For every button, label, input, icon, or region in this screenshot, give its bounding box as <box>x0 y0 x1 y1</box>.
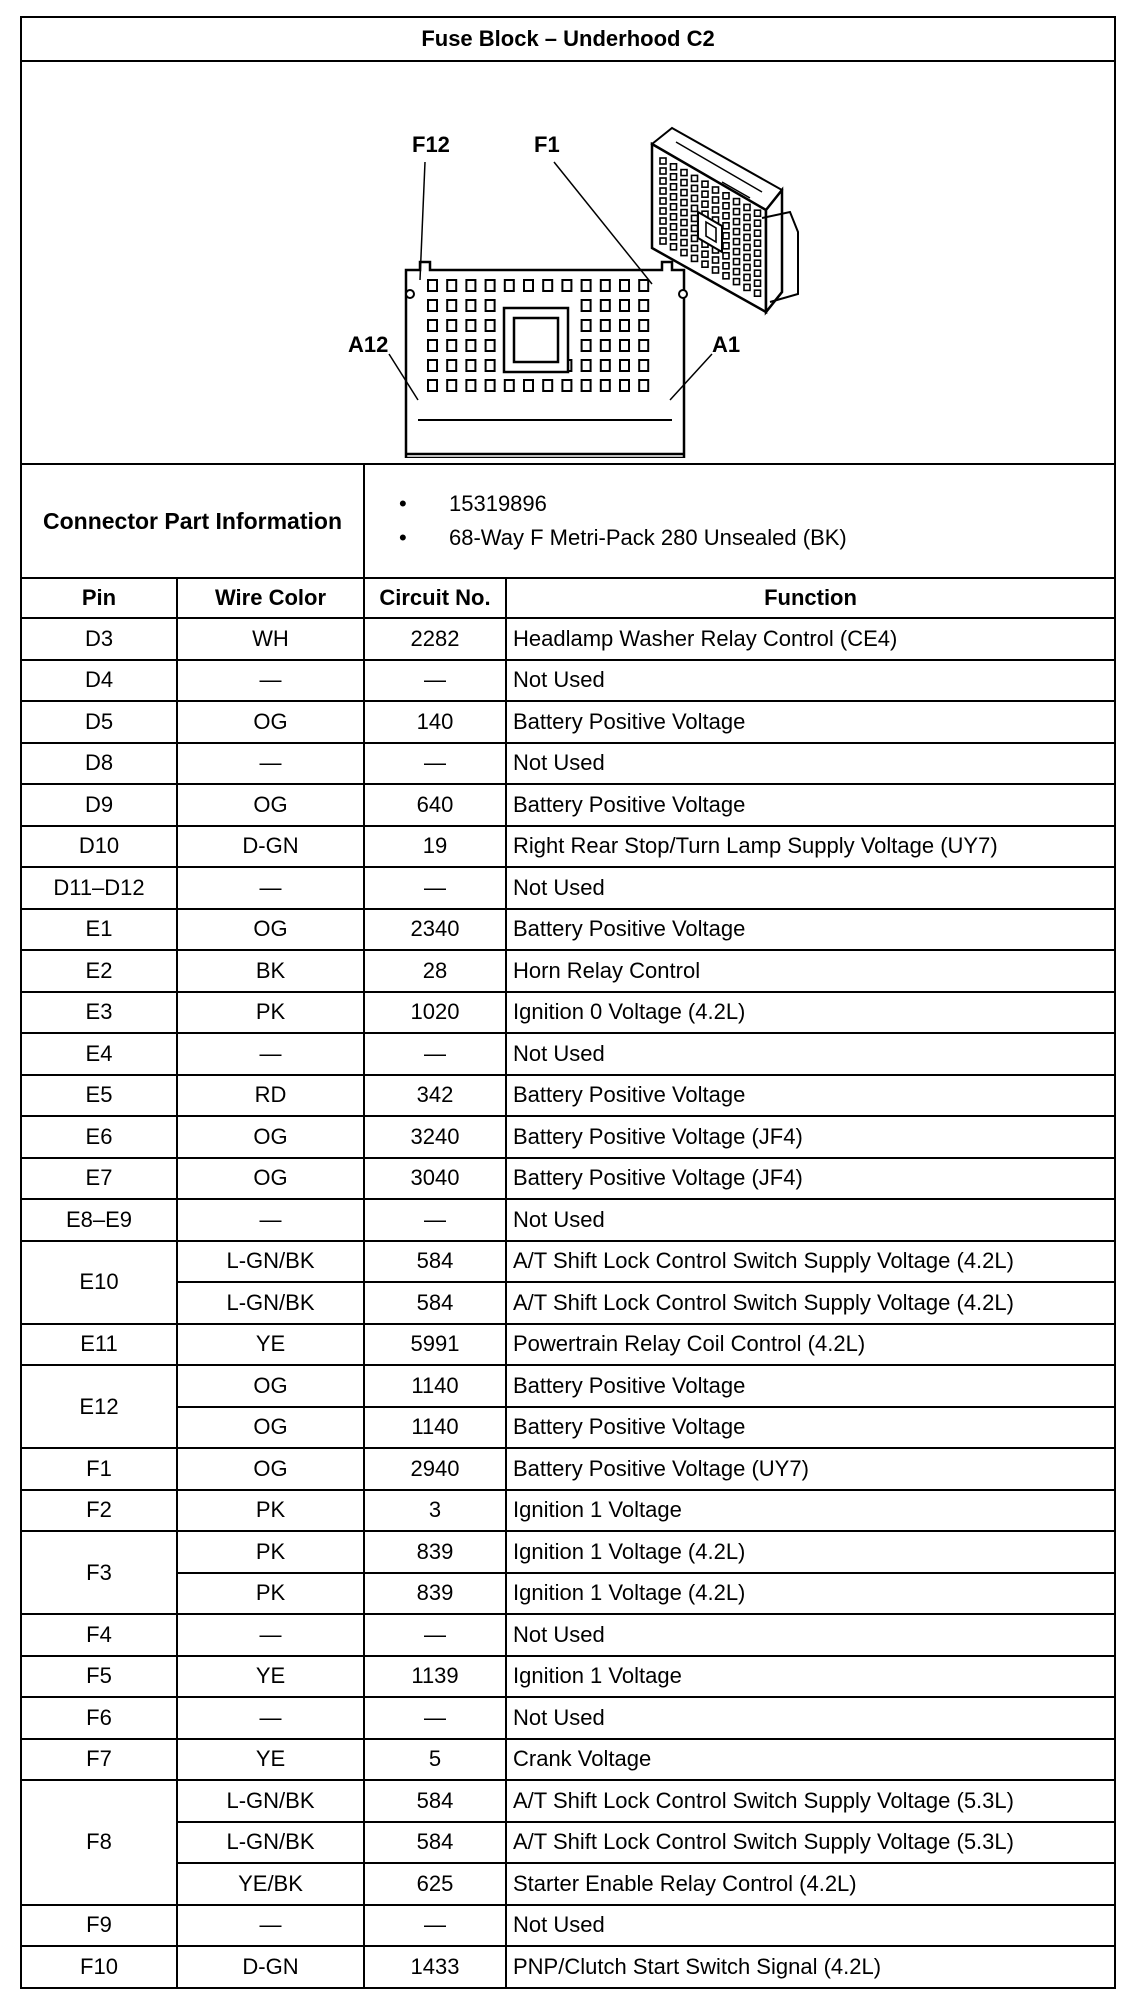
table-row <box>21 1697 1115 1739</box>
wire-color-cell: L-GN/BK <box>177 1822 364 1864</box>
header-function: Function <box>506 578 1115 618</box>
terminal-cavity <box>601 300 610 311</box>
function-cell: Not Used <box>506 1905 1115 1947</box>
terminal-cavity <box>447 380 456 391</box>
table-row <box>21 1282 1115 1324</box>
pin-cell: F3 <box>21 1531 177 1614</box>
terminal-cavity <box>639 380 648 391</box>
wire-color-cell: BK <box>177 950 364 992</box>
table-row <box>21 1905 1115 1947</box>
wire-color-cell: YE/BK <box>177 1863 364 1905</box>
wire-color-cell: OG <box>177 1448 364 1490</box>
terminal-cavity <box>428 340 437 351</box>
pin-cell: F2 <box>21 1490 177 1532</box>
terminal-cavity <box>601 340 610 351</box>
terminal-cavity <box>486 320 495 331</box>
terminal-cavity <box>620 340 629 351</box>
table-row <box>21 1573 1115 1615</box>
circuit-cell: 140 <box>364 701 506 743</box>
circuit-cell: 28 <box>364 950 506 992</box>
table-row <box>21 1531 1115 1573</box>
wire-color-cell: YE <box>177 1324 364 1366</box>
pin-cell: E11 <box>21 1324 177 1366</box>
circuit-cell: 584 <box>364 1282 506 1324</box>
wire-color-cell: — <box>177 1199 364 1241</box>
function-cell: Crank Voltage <box>506 1739 1115 1781</box>
circuit-cell: — <box>364 1905 506 1947</box>
terminal-cavity <box>601 360 610 371</box>
table-row <box>21 1614 1115 1656</box>
terminal-cavity <box>447 360 456 371</box>
terminal-cavity <box>582 340 591 351</box>
circuit-cell: — <box>364 1199 506 1241</box>
wire-color-cell: PK <box>177 1573 364 1615</box>
terminal-cavity <box>428 360 437 371</box>
pin-cell: F1 <box>21 1448 177 1490</box>
pin-cell: F8 <box>21 1780 177 1905</box>
pin-cell: F7 <box>21 1739 177 1781</box>
wire-color-cell: WH <box>177 618 364 660</box>
header-circuit: Circuit No. <box>364 578 506 618</box>
circuit-cell: 2940 <box>364 1448 506 1490</box>
connector-face-diagram <box>22 62 1112 458</box>
circuit-cell: 584 <box>364 1822 506 1864</box>
wire-color-cell: — <box>177 1905 364 1947</box>
wire-color-cell: OG <box>177 909 364 951</box>
pin-cell: D4 <box>21 660 177 702</box>
circuit-cell: — <box>364 1697 506 1739</box>
circuit-cell: — <box>364 1033 506 1075</box>
table-row <box>21 950 1115 992</box>
function-cell: Horn Relay Control <box>506 950 1115 992</box>
pin-cell: E4 <box>21 1033 177 1075</box>
circuit-cell: 584 <box>364 1780 506 1822</box>
connector-end-view-sheet <box>20 16 1114 1989</box>
table-row <box>21 1365 1115 1407</box>
function-cell: Headlamp Washer Relay Control (CE4) <box>506 618 1115 660</box>
pin-cell: F9 <box>21 1905 177 1947</box>
terminal-cavity <box>428 320 437 331</box>
function-cell: Ignition 1 Voltage (4.2L) <box>506 1573 1115 1615</box>
wire-color-cell: PK <box>177 992 364 1034</box>
terminal-cavity <box>620 360 629 371</box>
pin-cell: E6 <box>21 1116 177 1158</box>
function-cell: Battery Positive Voltage (JF4) <box>506 1116 1115 1158</box>
connector-description: • 68-Way F Metri-Pack 280 Unsealed (BK) <box>399 521 1114 555</box>
function-cell: Battery Positive Voltage (UY7) <box>506 1448 1115 1490</box>
table-title: Fuse Block – Underhood C2 <box>21 17 1115 61</box>
terminal-cavity <box>486 360 495 371</box>
circuit-cell: 839 <box>364 1531 506 1573</box>
header-wire-color: Wire Color <box>177 578 364 618</box>
circuit-cell: 1140 <box>364 1407 506 1449</box>
circuit-cell: 342 <box>364 1075 506 1117</box>
terminal-cavity <box>582 360 591 371</box>
wire-color-cell: OG <box>177 1158 364 1200</box>
terminal-cavity <box>524 280 533 291</box>
table-row <box>21 826 1115 868</box>
terminal-cavity <box>447 340 456 351</box>
circuit-cell: 1020 <box>364 992 506 1034</box>
terminal-cavity <box>543 380 552 391</box>
terminal-cavity <box>620 320 629 331</box>
connector-diagram-cell <box>21 61 1115 464</box>
terminal-cavity <box>428 300 437 311</box>
label-a12: A12 <box>348 332 389 357</box>
terminal-cavity <box>601 280 610 291</box>
wire-color-cell: L-GN/BK <box>177 1282 364 1324</box>
circuit-cell: 1140 <box>364 1365 506 1407</box>
function-cell: A/T Shift Lock Control Switch Supply Voltage (4.2L) <box>506 1241 1115 1283</box>
function-cell: Starter Enable Relay Control (4.2L) <box>506 1863 1115 1905</box>
wire-color-cell: D-GN <box>177 826 364 868</box>
terminal-cavity <box>582 280 591 291</box>
table-row <box>21 1739 1115 1781</box>
terminal-cavity <box>466 380 475 391</box>
table-row <box>21 1158 1115 1200</box>
terminal-cavity <box>486 380 495 391</box>
label-a1: A1 <box>712 332 741 357</box>
terminal-cavity <box>562 380 571 391</box>
table-row <box>21 660 1115 702</box>
circuit-cell: — <box>364 743 506 785</box>
pin-cell: D5 <box>21 701 177 743</box>
pin-cell: F4 <box>21 1614 177 1656</box>
function-cell: Not Used <box>506 1199 1115 1241</box>
table-row <box>21 909 1115 951</box>
wire-color-cell: RD <box>177 1075 364 1117</box>
function-cell: Battery Positive Voltage <box>506 784 1115 826</box>
pin-cell: E7 <box>21 1158 177 1200</box>
table-row <box>21 1324 1115 1366</box>
circuit-cell: — <box>364 1614 506 1656</box>
table-row <box>21 701 1115 743</box>
terminal-cavity <box>620 300 629 311</box>
wire-color-cell: OG <box>177 701 364 743</box>
terminal-cavity <box>601 320 610 331</box>
table-row <box>21 1075 1115 1117</box>
pin-cell: D9 <box>21 784 177 826</box>
circuit-cell: 5991 <box>364 1324 506 1366</box>
wire-color-cell: PK <box>177 1531 364 1573</box>
table-row <box>21 1822 1115 1864</box>
function-cell: Powertrain Relay Coil Control (4.2L) <box>506 1324 1115 1366</box>
pin-cell: E1 <box>21 909 177 951</box>
function-cell: PNP/Clutch Start Switch Signal (4.2L) <box>506 1946 1115 1988</box>
table-row <box>21 1033 1115 1075</box>
table-row <box>21 1780 1115 1822</box>
function-cell: A/T Shift Lock Control Switch Supply Voltage (4.2L) <box>506 1282 1115 1324</box>
wire-color-cell: PK <box>177 1490 364 1532</box>
table-row <box>21 784 1115 826</box>
pin-cell: E12 <box>21 1365 177 1448</box>
terminal-cavity <box>582 380 591 391</box>
pin-cell: D11–D12 <box>21 867 177 909</box>
wire-color-cell: — <box>177 660 364 702</box>
circuit-cell: 584 <box>364 1241 506 1283</box>
table-row <box>21 618 1115 660</box>
terminal-cavity <box>601 380 610 391</box>
wire-color-cell: L-GN/BK <box>177 1241 364 1283</box>
wire-color-cell: — <box>177 867 364 909</box>
terminal-cavity <box>428 380 437 391</box>
terminal-cavity <box>505 380 514 391</box>
pin-cell: E8–E9 <box>21 1199 177 1241</box>
circuit-cell: 5 <box>364 1739 506 1781</box>
pin-cell: D3 <box>21 618 177 660</box>
function-cell: A/T Shift Lock Control Switch Supply Voltage (5.3L) <box>506 1780 1115 1822</box>
connector-part-number: • 15319896 <box>399 487 1114 521</box>
table-row <box>21 1863 1115 1905</box>
table-row <box>21 1946 1115 1988</box>
wire-color-cell: D-GN <box>177 1946 364 1988</box>
terminal-cavity <box>447 300 456 311</box>
connector-part-info-label: Connector Part Information <box>21 464 364 578</box>
pin-cell: E2 <box>21 950 177 992</box>
wire-color-cell: — <box>177 1614 364 1656</box>
wire-color-cell: OG <box>177 1407 364 1449</box>
table-row <box>21 1490 1115 1532</box>
pin-rows <box>21 618 1115 1988</box>
terminal-cavity <box>562 280 571 291</box>
circuit-cell: 3 <box>364 1490 506 1532</box>
circuit-cell: 2282 <box>364 618 506 660</box>
terminal-cavity <box>639 340 648 351</box>
function-cell: Battery Positive Voltage <box>506 701 1115 743</box>
terminal-cavity <box>447 320 456 331</box>
circuit-cell: 839 <box>364 1573 506 1615</box>
table-row <box>21 1656 1115 1698</box>
function-cell: Ignition 1 Voltage (4.2L) <box>506 1531 1115 1573</box>
terminal-cavity <box>639 360 648 371</box>
circuit-cell: 19 <box>364 826 506 868</box>
function-cell: Battery Positive Voltage <box>506 909 1115 951</box>
label-f12: F12 <box>412 132 450 157</box>
function-cell: A/T Shift Lock Control Switch Supply Voltage (5.3L) <box>506 1822 1115 1864</box>
terminal-cavity <box>639 320 648 331</box>
function-cell: Battery Positive Voltage <box>506 1365 1115 1407</box>
circuit-cell: 640 <box>364 784 506 826</box>
wire-color-cell: YE <box>177 1656 364 1698</box>
terminal-cavity <box>620 280 629 291</box>
wire-color-cell: OG <box>177 784 364 826</box>
terminal-cavity <box>505 280 514 291</box>
circuit-cell: 1139 <box>364 1656 506 1698</box>
function-cell: Not Used <box>506 660 1115 702</box>
table-row <box>21 1407 1115 1449</box>
pin-cell: D10 <box>21 826 177 868</box>
pin-cell: E10 <box>21 1241 177 1324</box>
circuit-cell: 1433 <box>364 1946 506 1988</box>
terminal-cavity <box>639 300 648 311</box>
function-cell: Battery Positive Voltage <box>506 1407 1115 1449</box>
pin-cell: F6 <box>21 1697 177 1739</box>
function-cell: Not Used <box>506 1614 1115 1656</box>
wire-color-cell: — <box>177 743 364 785</box>
pin-cell: D8 <box>21 743 177 785</box>
terminal-cavity <box>466 320 475 331</box>
terminal-cavity <box>486 280 495 291</box>
terminal-cavity <box>486 340 495 351</box>
terminal-cavity <box>466 280 475 291</box>
circuit-cell: — <box>364 660 506 702</box>
connector-table <box>20 16 1116 1989</box>
terminal-cavity <box>447 280 456 291</box>
pin-cell: E3 <box>21 992 177 1034</box>
terminal-cavity <box>466 340 475 351</box>
circuit-cell: 3040 <box>364 1158 506 1200</box>
terminal-cavity <box>582 320 591 331</box>
function-cell: Battery Positive Voltage (JF4) <box>506 1158 1115 1200</box>
terminal-cavity <box>428 280 437 291</box>
header-pin: Pin <box>21 578 177 618</box>
table-row <box>21 992 1115 1034</box>
function-cell: Not Used <box>506 867 1115 909</box>
terminal-cavity <box>466 360 475 371</box>
function-cell: Not Used <box>506 743 1115 785</box>
wire-color-cell: L-GN/BK <box>177 1780 364 1822</box>
wire-color-cell: YE <box>177 1739 364 1781</box>
table-row <box>21 1448 1115 1490</box>
function-cell: Not Used <box>506 1033 1115 1075</box>
function-cell: Not Used <box>506 1697 1115 1739</box>
function-cell: Right Rear Stop/Turn Lamp Supply Voltage (UY7) <box>506 826 1115 868</box>
terminal-cavity <box>582 300 591 311</box>
circuit-cell: 2340 <box>364 909 506 951</box>
function-cell: Ignition 0 Voltage (4.2L) <box>506 992 1115 1034</box>
table-row <box>21 1116 1115 1158</box>
terminal-cavity <box>620 380 629 391</box>
pin-cell: F5 <box>21 1656 177 1698</box>
function-cell: Ignition 1 Voltage <box>506 1656 1115 1698</box>
pin-cell: F10 <box>21 1946 177 1988</box>
wire-color-cell: OG <box>177 1116 364 1158</box>
circuit-cell: 3240 <box>364 1116 506 1158</box>
wire-color-cell: — <box>177 1033 364 1075</box>
table-row <box>21 1241 1115 1283</box>
function-cell: Ignition 1 Voltage <box>506 1490 1115 1532</box>
pin-cell: E5 <box>21 1075 177 1117</box>
circuit-cell: — <box>364 867 506 909</box>
terminal-cavity <box>543 280 552 291</box>
terminal-cavity <box>466 300 475 311</box>
wire-color-cell: — <box>177 1697 364 1739</box>
table-row <box>21 743 1115 785</box>
terminal-cavity <box>639 280 648 291</box>
connector-face <box>406 262 687 458</box>
circuit-cell: 625 <box>364 1863 506 1905</box>
table-row <box>21 1199 1115 1241</box>
terminal-cavity <box>524 380 533 391</box>
label-f1: F1 <box>534 132 560 157</box>
function-cell: Battery Positive Voltage <box>506 1075 1115 1117</box>
terminal-cavity <box>486 300 495 311</box>
wire-color-cell: OG <box>177 1365 364 1407</box>
table-row <box>21 867 1115 909</box>
connector-part-info <box>364 464 1115 578</box>
